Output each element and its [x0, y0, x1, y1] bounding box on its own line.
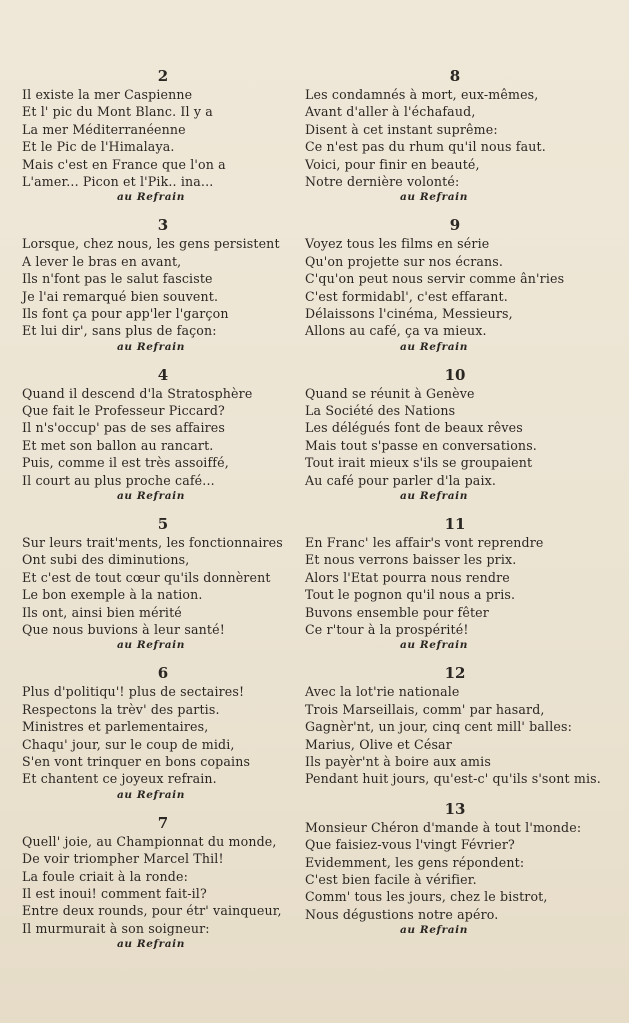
verse-line: Tout le pognon qu'il nous a pris. [305, 587, 516, 603]
verse-line: Et met son ballon au rancart. [22, 437, 214, 453]
verse-line: Qu'on projette sur nos écrans. [305, 253, 504, 269]
refrain-marker: au Refrain [117, 788, 185, 801]
verse-line: Et l' pic du Mont Blanc. Il y a [22, 104, 213, 120]
verse-number: 10 [444, 365, 466, 384]
verse-line: Ministres et parlementaires, [22, 719, 209, 735]
verse-line: Avec la lot'rie nationale [305, 684, 460, 700]
verse [305, 663, 605, 787]
verse-line: Les condamnés à mort, eux-mêmes, [305, 87, 539, 102]
verse-number: 3 [157, 216, 169, 235]
verse [22, 66, 304, 204]
verse-gap [305, 652, 605, 663]
verse-line: Il existe la mer Caspienne [22, 87, 193, 102]
verse-line: Que faisiez-vous l'vingt Février? [305, 837, 515, 853]
verse-number: 13 [444, 799, 466, 818]
verse-number: 8 [449, 67, 461, 85]
verse-gap [22, 652, 304, 663]
verse-line: Ils ont, ainsi bien mérité [22, 604, 182, 620]
verse-line: Comm' tous les jours, chez le bistrot, [305, 889, 548, 905]
verse-line: La foule criait à la ronde: [22, 868, 188, 884]
refrain-marker: au Refrain [400, 191, 468, 204]
verse-line: Quand il descend d'la Stratosphère [22, 385, 253, 401]
verse-gap [305, 354, 605, 365]
refrain-marker: au Refrain [400, 924, 468, 937]
refrain-marker: au Refrain [117, 191, 185, 204]
verse-number: 6 [157, 664, 169, 683]
verse-number: 7 [157, 813, 169, 832]
verse-line: Marius, Olive et César [305, 736, 452, 752]
verse-line: Les délégués font de beaux rêves [305, 420, 523, 436]
verse-line: Il est inoui! comment fait-il? [22, 885, 207, 901]
verse-line: Voici, pour finir en beauté, [305, 156, 480, 172]
verse-line: Il court au plus proche café... [22, 472, 215, 488]
verse-line: Monsieur Chéron d'mande à tout l'monde: [305, 819, 582, 835]
verse-number: 12 [444, 664, 466, 683]
verse-line: Mais tout s'passe en conversations. [305, 437, 537, 453]
verse-line: Alors l'Etat pourra nous rendre [305, 569, 510, 585]
verse-line: Allons au café, ça va mieux. [305, 323, 487, 339]
verse-line: Lorsque, chez nous, les gens persistent [22, 236, 280, 252]
verse-line: Tout irait mieux s'ils se groupaient [305, 455, 533, 471]
verse-line: Plus d'politiqu'! plus de sectaires! [22, 684, 245, 700]
verse-line: Quand se réunit à Genève [305, 385, 475, 401]
verse-line: Quell' joie, au Championnat du monde, [22, 833, 277, 849]
verse-line: Nous dégustions notre apéro. [305, 906, 499, 922]
verse-line: Ils n'font pas le salut fasciste [22, 271, 213, 287]
verse-line: Trois Marseillais, comm' par hasard, [305, 701, 545, 717]
verse-line: Pendant huit jours, qu'est-c' qu'ils s'sont mis. [305, 771, 601, 787]
verse-gap [305, 788, 605, 799]
verse-line: Respectons la trèv' des partis. [22, 701, 220, 717]
verse [305, 215, 605, 353]
verse [22, 663, 304, 801]
verse-line: C'est formidabl', c'est effarant. [305, 288, 508, 304]
verse-line: Et lui dir', sans plus de façon: [22, 323, 217, 339]
verse-line: Ce r'tour à la prospérité! [305, 621, 469, 637]
verse-line: Gagnèr'nt, un jour, cinq cent mill' balles: [305, 719, 572, 735]
verse [22, 813, 304, 951]
refrain-marker: au Refrain [117, 938, 185, 951]
verse-gap [22, 354, 304, 365]
verse-line: Voyez tous les films en série [305, 236, 490, 252]
verse-line: Que nous buvions à leur santé! [22, 621, 225, 637]
verse-line: Il murmurait à son soigneur: [22, 920, 210, 936]
verse-line: Evidemment, les gens répondent: [305, 854, 525, 870]
verse-number: 4 [157, 365, 169, 384]
verse-line: C'est bien facile à vérifier. [305, 871, 477, 887]
verse-line: Que fait le Professeur Piccard? [22, 403, 225, 419]
verse [305, 365, 605, 503]
refrain-marker: au Refrain [117, 639, 185, 652]
verse-line: Ils payèr'nt à boire aux amis [305, 753, 491, 769]
verse-line: Ils font ça pour app'ler l'garçon [22, 305, 229, 321]
verse-line: Chaqu' jour, sur le coup de midi, [22, 736, 235, 752]
verse-line: A lever le bras en avant, [22, 253, 182, 269]
verse-line: S'en vont trinquer en bons copains [22, 753, 251, 769]
verse-line: Ce n'est pas du rhum qu'il nous faut. [305, 139, 546, 155]
verse-line: L'amer... Picon et l'Pik.. ina... [22, 173, 214, 189]
verse-line: Notre dernière volonté: [305, 173, 460, 189]
verse-gap [305, 503, 605, 514]
verse-gap [22, 503, 304, 514]
verse-line: Sur leurs trait'ments, les fonctionnaires [22, 535, 283, 551]
verse-line: Puis, comme il est très assoiffé, [22, 455, 229, 471]
refrain-marker: au Refrain [400, 639, 468, 652]
verse-line: Ont subi des diminutions, [22, 552, 190, 568]
refrain-marker: au Refrain [117, 490, 185, 503]
verse [305, 514, 605, 652]
verse-line: Avant d'aller à l'échafaud, [305, 104, 476, 120]
verse-line: De voir triompher Marcel Thil! [22, 851, 224, 867]
verse-line: C'qu'on peut nous servir comme ân'ries [305, 271, 565, 287]
verse-line: Délaissons l'cinéma, Messieurs, [305, 305, 513, 321]
refrain-marker: au Refrain [117, 340, 185, 353]
verse-line: Disent à cet instant suprême: [305, 121, 498, 137]
verse-line: Buvons ensemble pour fêter [305, 604, 489, 620]
verse-line: Le bon exemple à la nation. [22, 587, 203, 603]
verse-number: 5 [157, 515, 169, 534]
refrain-marker: au Refrain [400, 340, 468, 353]
verse [22, 215, 304, 353]
verse-gap [22, 802, 304, 813]
verse-number: 9 [449, 216, 461, 235]
verse-line: Et nous verrons baisser les prix. [305, 552, 517, 568]
verse-line: Mais c'est en France que l'on a [22, 156, 226, 172]
verse [305, 799, 605, 937]
verse-line: Au café pour parler d'la paix. [305, 472, 497, 488]
verse-line: Et chantent ce joyeux refrain. [22, 771, 217, 787]
verse [22, 514, 304, 652]
verse-gap [305, 204, 605, 215]
refrain-marker: au Refrain [400, 490, 468, 503]
verse-line: Et le Pic de l'Himalaya. [22, 139, 175, 155]
verse-line: En Franc' les affair's vont reprendre [305, 535, 544, 551]
verse-line: Je l'ai remarqué bien souvent. [22, 288, 219, 304]
verse-number: 11 [444, 515, 466, 534]
verse-line: Entre deux rounds, pour étr' vainqueur, [22, 903, 282, 919]
verse-number: 2 [157, 67, 169, 85]
verse-gap [22, 204, 304, 215]
right-column [305, 66, 605, 937]
verse-line: La Société des Nations [305, 403, 456, 419]
verse [22, 365, 304, 503]
verse-line: Il n's'occup' pas de ses affaires [22, 420, 226, 436]
left-column [22, 66, 304, 951]
verse-line: La mer Méditerranéenne [22, 121, 186, 137]
verse [305, 66, 605, 204]
verse-line: Et c'est de tout cœur qu'ils donnèrent [22, 569, 271, 585]
